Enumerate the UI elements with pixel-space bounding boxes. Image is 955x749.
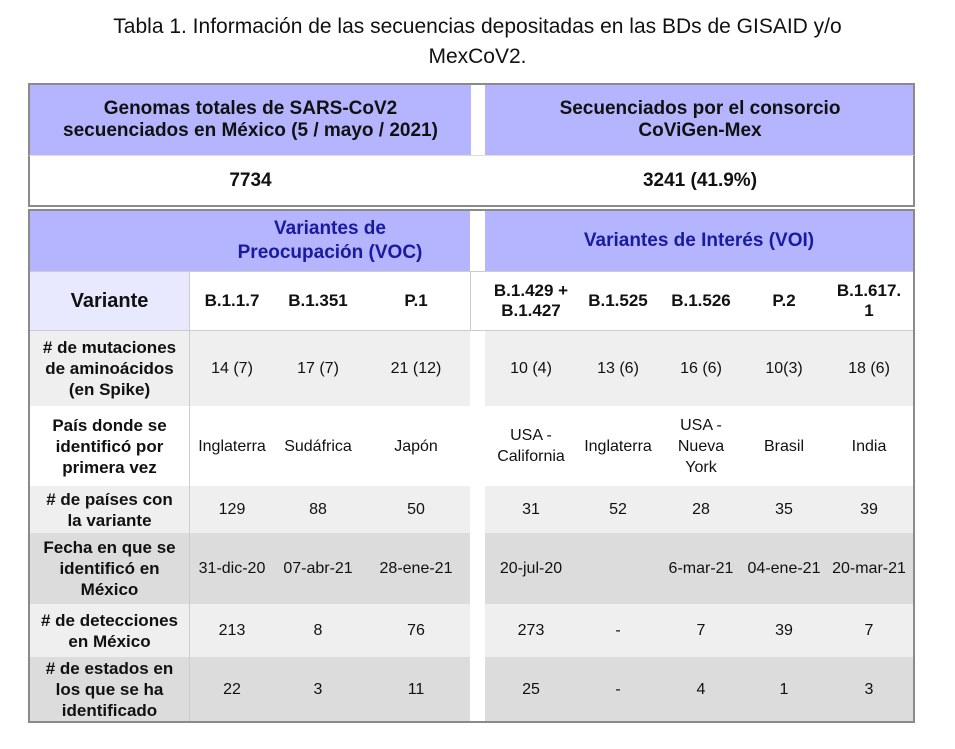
table-cell (274, 604, 362, 657)
table-cell (743, 533, 825, 604)
table-cell (577, 406, 659, 486)
table-cell-line: Japón (394, 437, 438, 455)
table-cell (659, 533, 743, 604)
table-cell (190, 406, 274, 486)
variant-row-gap (470, 272, 485, 330)
table-cell (190, 331, 274, 406)
variant-group-row (30, 211, 913, 271)
table-cell (825, 486, 913, 533)
variant-header-line: B.1.526 (671, 291, 731, 310)
table-cell-line: 25 (522, 680, 540, 698)
variant-header-line: 1 (864, 301, 874, 320)
table-cell-line: 28 (692, 501, 710, 518)
table-cell-line: 8 (313, 622, 323, 639)
row-label-line: identificado (61, 700, 158, 720)
table-cell-line: 76 (407, 622, 425, 639)
table-cell (485, 604, 577, 657)
table-cell-line: USA - (510, 427, 552, 444)
voc-group-line1: Variantes de (274, 218, 386, 239)
table-cell-line: 22 (223, 680, 241, 698)
table-cell-line: 213 (218, 622, 246, 639)
table-cell (274, 657, 362, 721)
column-gap (470, 331, 485, 406)
table-cell-line: 35 (775, 501, 793, 518)
row-label (30, 406, 190, 486)
summary-consortium-value: 3241 (41.9%) (642, 170, 758, 191)
row-country-count (30, 486, 913, 533)
table-cell-line: 10 (4) (510, 360, 552, 377)
column-gap (470, 406, 485, 486)
caption-line-2: MexCoV2. (428, 45, 527, 68)
caption-line-1: Tabla 1. Información de las secuencias depositadas en las BDs de GISAID y/o (113, 15, 842, 38)
table-cell-line: 3 (313, 680, 323, 698)
table-cell-line: 4 (696, 680, 706, 698)
row-first-country (30, 406, 913, 486)
row-label (30, 331, 190, 406)
row-label-line: primera vez (62, 457, 157, 477)
table-cell-line: 28-ene-21 (379, 560, 453, 577)
table-cell-line: 3 (864, 680, 874, 698)
table-cell-line: 21 (12) (390, 360, 442, 377)
table-cell-line: 10(3) (765, 360, 803, 377)
variant-header-line: B.1.429 + (493, 281, 569, 300)
row-label-line: en México (68, 631, 151, 651)
table-cell (362, 533, 470, 604)
column-gap (470, 486, 485, 533)
variant-header-line: B.1.617. (836, 281, 902, 300)
table-cell-line: 20-mar-21 (832, 560, 906, 577)
table-cell-line: York (685, 458, 717, 476)
row-label (30, 486, 190, 533)
table-cell-line: California (497, 448, 565, 465)
table-cell-line: 07-abr-21 (283, 560, 353, 577)
table-cell-line: 18 (6) (848, 360, 890, 377)
table-cell (825, 331, 913, 406)
table-cell-line: 88 (309, 501, 327, 518)
summary-header-gap (471, 85, 485, 155)
row-label-line: # de estados en (45, 658, 174, 678)
row-label (30, 533, 190, 604)
table-cell (362, 331, 470, 406)
table-cell-line: 39 (775, 622, 793, 639)
summary-header-total-line1: Genomas totales de SARS-CoV2 (103, 98, 398, 119)
table-cell (485, 533, 577, 604)
table-cell (743, 406, 825, 486)
voc-group-line2: Preocupación (VOC) (237, 242, 423, 263)
table-cell-line: 1 (779, 680, 789, 698)
summary-header-consortium-line1: Secuenciados por el consorcio (559, 98, 841, 119)
summary-header (28, 83, 915, 155)
variant-row-label: Variante (30, 272, 190, 330)
row-label-line: los que se ha (55, 679, 164, 699)
table-cell (743, 604, 825, 657)
table-cell (825, 406, 913, 486)
table-cell-line: Nueva (677, 437, 725, 455)
table-caption (0, 12, 955, 72)
summary-total-value: 7734 (229, 170, 272, 191)
row-label-line: País donde se (52, 415, 167, 435)
table-cell-line: 16 (6) (680, 360, 722, 377)
table-cell-line: Sudáfrica (284, 437, 352, 455)
table-cell-line: 50 (407, 501, 425, 518)
variant-header (659, 272, 743, 330)
variant-header (825, 272, 913, 330)
table-cell-line: 31-dic-20 (198, 560, 266, 577)
table-cell-line: - (615, 680, 621, 698)
column-gap (470, 604, 485, 657)
table-cell (743, 331, 825, 406)
variant-header (485, 272, 577, 330)
variant-header-line: P.1 (404, 291, 428, 310)
variant-header (190, 272, 274, 330)
row-label-line: identificó en (59, 559, 160, 578)
variant-header (577, 272, 659, 330)
table-cell-line: 6-mar-21 (668, 560, 734, 577)
table-cell-line: - (615, 622, 621, 639)
summary-values (28, 155, 915, 207)
table-cell (190, 657, 274, 721)
table-cell (659, 657, 743, 721)
table-cell-line: 13 (6) (597, 360, 639, 377)
summary-header-total-line2: secuenciados en México (5 / mayo / 2021) (63, 120, 438, 141)
table-cell (190, 604, 274, 657)
table-cell-line: Inglaterra (584, 437, 652, 455)
row-label-line: México (80, 580, 139, 599)
table-cell-line: 17 (7) (297, 360, 339, 377)
table-cell (577, 533, 659, 604)
table-cell (825, 657, 913, 721)
table-cell (274, 406, 362, 486)
variant-header-line: B.1.351 (288, 291, 348, 310)
table-cell-line: 7 (696, 622, 706, 639)
table-cell-line: India (851, 437, 887, 455)
table-cell (659, 406, 743, 486)
table-cell (485, 486, 577, 533)
table-cell-line: 11 (407, 680, 425, 698)
row-label (30, 604, 190, 657)
row-detections-mexico (30, 604, 913, 657)
summary-header-consortium-line2: CoViGen-Mex (638, 120, 762, 141)
table-cell (274, 331, 362, 406)
table-cell (659, 331, 743, 406)
table-cell (577, 486, 659, 533)
table-cell (485, 406, 577, 486)
variant-header (274, 272, 362, 330)
row-label-line: Fecha en que se (43, 538, 176, 557)
table-cell-line: 20-jul-20 (499, 560, 563, 577)
table-cell-line: 04-ene-21 (747, 560, 821, 577)
table-cell-line: Inglaterra (198, 437, 266, 455)
variant-header-line: B.1.427 (501, 301, 561, 320)
variant-name-row (30, 271, 913, 331)
table-cell-line: USA - (680, 416, 722, 434)
row-label-line: (en Spike) (68, 380, 151, 399)
table-cell (577, 657, 659, 721)
table-cell-line: 52 (609, 501, 627, 518)
row-label (30, 657, 190, 721)
table-cell (362, 657, 470, 721)
variant-header-line: B.1.1.7 (204, 291, 260, 310)
table-cell (743, 657, 825, 721)
table-cell (485, 657, 577, 721)
variants-table (28, 209, 915, 723)
table-cell (362, 486, 470, 533)
variant-header-line: B.1.525 (588, 291, 648, 310)
table-cell (362, 406, 470, 486)
variant-header (362, 272, 470, 330)
table-cell-line: Brasil (763, 437, 804, 455)
column-gap (470, 657, 485, 721)
table-cell-line: 14 (7) (211, 360, 253, 377)
summary-header-total (30, 85, 471, 155)
voi-group-header: Variantes de Interés (VOI) (583, 230, 815, 251)
column-gap (470, 533, 485, 604)
table-cell (190, 533, 274, 604)
table-cell-line: 39 (860, 501, 878, 518)
row-label-line: # de países con (46, 489, 173, 509)
row-first-date-mexico (30, 533, 913, 604)
table-cell (485, 331, 577, 406)
variant-header-line: P.2 (772, 291, 796, 310)
table-cell-line: 273 (517, 622, 545, 639)
row-states (30, 657, 913, 721)
row-label-line: # de mutaciones (42, 338, 177, 357)
row-label-line: identificó por (55, 436, 164, 456)
voc-group-header (190, 211, 470, 271)
table-cell (659, 604, 743, 657)
table-cell-line: 129 (218, 501, 246, 518)
table-cell (825, 533, 913, 604)
table-cell (274, 486, 362, 533)
table-cell (659, 486, 743, 533)
variant-header (743, 272, 825, 330)
row-label-line: la variante (67, 510, 152, 530)
table-cell-line: 7 (864, 622, 874, 639)
table-cell (274, 533, 362, 604)
row-mutations (30, 331, 913, 406)
row-label-line: de aminoácidos (45, 359, 174, 378)
table-cell (190, 486, 274, 533)
table-cell (577, 331, 659, 406)
summary-header-consortium (485, 85, 915, 155)
table-cell (577, 604, 659, 657)
row-label-line: # de detecciones (40, 610, 178, 630)
table-cell (362, 604, 470, 657)
table-cell-line: 31 (522, 501, 540, 518)
table-cell (743, 486, 825, 533)
table-cell (825, 604, 913, 657)
group-gap (470, 211, 485, 271)
